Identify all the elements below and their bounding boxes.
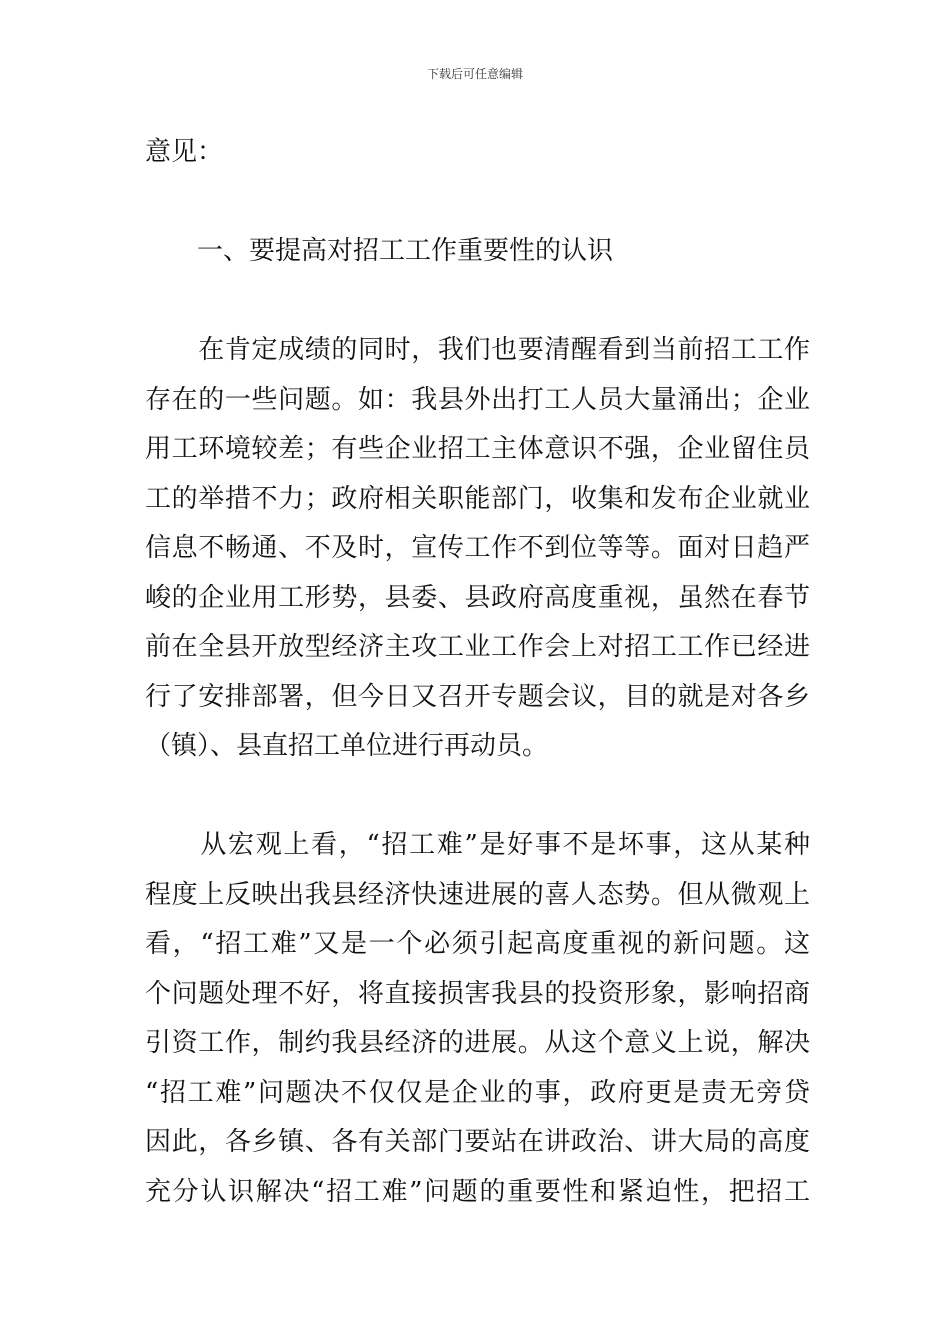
text-line: 信息不畅通、不及时，宣传工作不到位等等。面对日趋严 (145, 533, 810, 563)
text-line: 前在全县开放型经济主攻工业工作会上对招工工作已经进 (145, 632, 810, 662)
text-line: 工的举措不力；政府相关职能部门，收集和发布企业就业 (145, 483, 810, 514)
header-note: 下载后可任意编辑 (426, 67, 523, 81)
document-body (145, 128, 810, 1217)
text-line: 因此，各乡镇、各有关部门要站在讲政治、讲大局的高度 (145, 1127, 810, 1157)
paragraph-gap (145, 277, 810, 327)
text-line: （镇）、县直招工单位进行再动员。 (145, 731, 549, 761)
text-line: 从宏观上看，“招工难”是好事不是坏事，这从某种 (145, 830, 810, 860)
text-line: 程度上反映出我县经济快速进展的喜人态势。但从微观上 (145, 879, 810, 910)
text-line: 峻的企业用工形势，县委、县政府高度重视，虽然在春节 (145, 582, 810, 613)
paragraph-gap (145, 178, 810, 228)
text-line: 看，“招工难”又是一个必须引起高度重视的新问题。这 (145, 929, 810, 959)
text-line: 在肯定成绩的同时，我们也要清醒看到当前招工工作 (145, 335, 810, 365)
text-line: 引资工作，制约我县经济的进展。从这个意义上说，解决 (145, 1028, 810, 1058)
text-line: 个问题处理不好，将直接损害我县的投资形象，影响招商 (145, 978, 810, 1009)
paragraph-gap (145, 772, 810, 822)
text-line: 充分认识解决“招工难”问题的重要性和紧迫性，把招工 (145, 1176, 810, 1207)
text-line: 用工环境较差；有些企业招工主体意识不强，企业留住员 (145, 434, 810, 464)
text-line: 一、要提高对招工工作重要性的认识 (145, 236, 614, 266)
text-line: “招工难”问题决不仅仅是企业的事，政府更是责无旁贷 (145, 1077, 810, 1108)
text-line: 行了安排部署，但今日又召开专题会议，目的就是对各乡 (145, 681, 810, 712)
text-line: 存在的一些问题。如：我县外出打工人员大量涌出；企业 (145, 384, 810, 415)
text-line: 意见： (145, 137, 224, 167)
